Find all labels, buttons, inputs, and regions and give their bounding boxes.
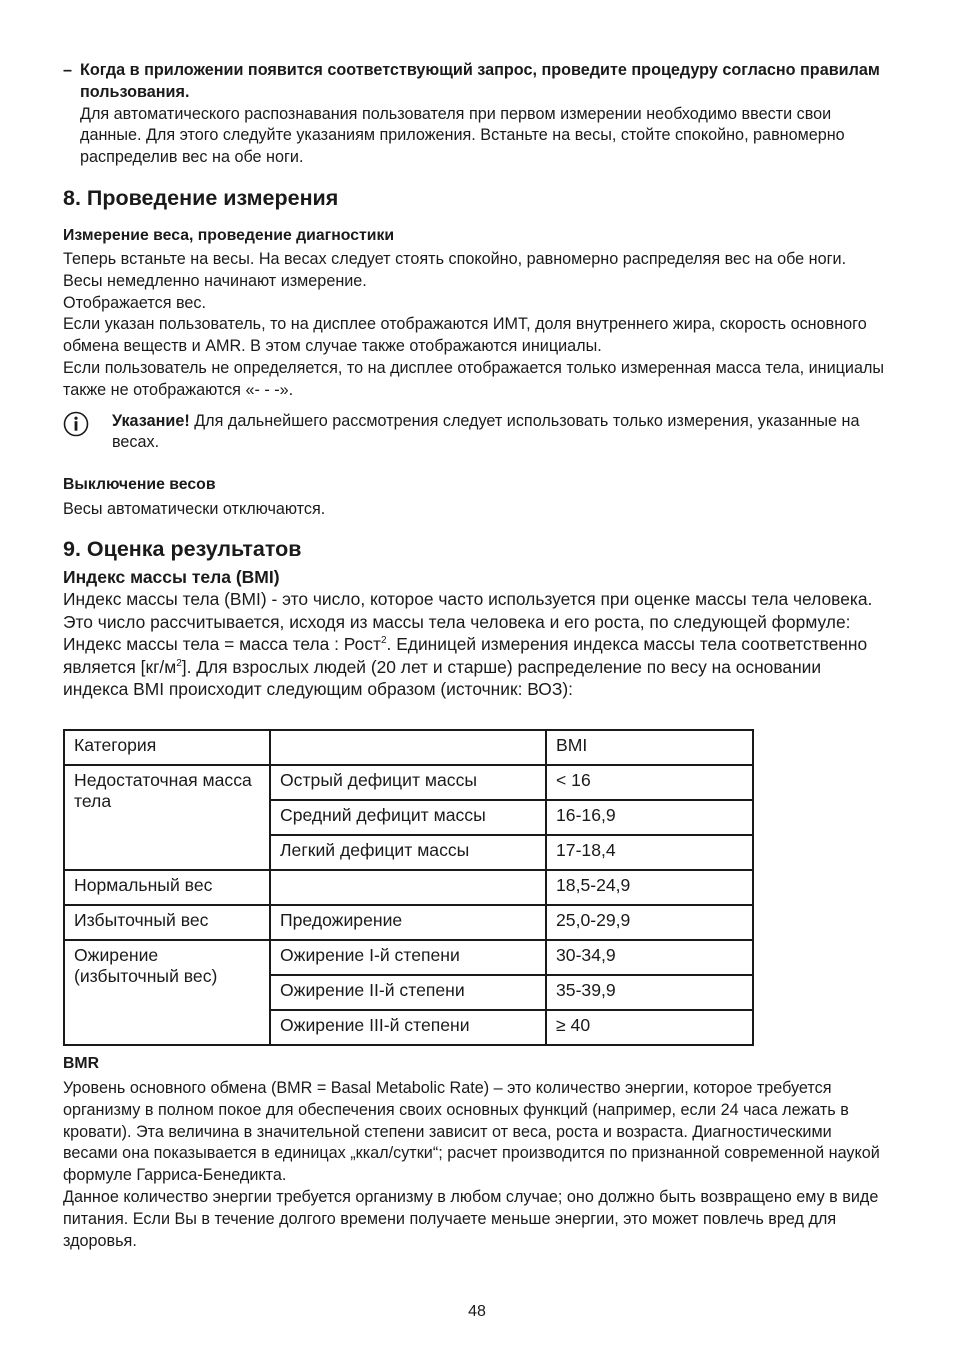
table-cell-bmi: < 16: [546, 765, 753, 800]
header-category: Категория: [64, 730, 270, 765]
note-text: [112, 411, 889, 455]
header-bmi: BMI: [546, 730, 753, 765]
overweight-category: Избыточный вес: [64, 905, 270, 940]
table-row: [64, 905, 753, 940]
bmi-subtitle: Индекс массы тела (BMI): [63, 566, 280, 587]
table-row: [64, 765, 753, 800]
note-body: Для дальнейшего рассмотрения следует использовать только измерения, указанные на весах.: [112, 411, 860, 452]
section-8-p3: Если указан пользователь, то на дисплее отображаются ИМТ, доля внутреннего жира, скорость основного обмена веществ и AMR. В этом случае также отображаются инициалы.: [63, 315, 867, 356]
section-8-p2: Отображается вес.: [63, 293, 206, 312]
table-cell-bmi: 18,5-24,9: [546, 870, 753, 905]
table-cell-bmi: ≥ 40: [546, 1010, 753, 1045]
page-content: [63, 60, 889, 1252]
table-cell-sub: Ожирение II-й степени: [270, 975, 546, 1010]
note-label: Указание!: [112, 411, 190, 430]
table-row: [64, 940, 753, 975]
table-cell-sub: [270, 870, 546, 905]
table-cell-sub: Ожирение III-й степени: [270, 1010, 546, 1045]
table-cell-bmi: 25,0-29,9: [546, 905, 753, 940]
table-cell-bmi: 16-16,9: [546, 800, 753, 835]
section-8-p5: Весы автоматически отключаются.: [63, 500, 326, 519]
page-number: 48: [468, 1303, 486, 1320]
table-cell-sub: Средний дефицит массы: [270, 800, 546, 835]
intro-bullet-bold: Когда в приложении появится соответствующий запрос, проведите процедуру согласно правилам пользования.: [80, 61, 880, 101]
section-9-title: 9. Оценка результатов: [63, 536, 302, 561]
table-row: [64, 870, 753, 905]
intro-bullet-text: Для автоматического распознавания пользователя при первом измерении необходимо ввести свои данные. Для этого следуйте указаниям приложения. Встаньте на весы, стойте спокойно, равномерно распределив вес на обе ноги.: [80, 104, 845, 167]
section-8-title: 8. Проведение измерения: [63, 185, 339, 210]
bullet-dash: –: [63, 61, 73, 79]
table-header-row: [64, 730, 753, 765]
section-8-p1: Теперь встаньте на весы. На весах следует стоять спокойно, равномерно распределяя вес на обе ноги. Весы немедленно начинают измерение.: [63, 249, 847, 290]
bmr-p1: Уровень основного обмена (BMR = Basal Metabolic Rate) – это количество энергии, которое требуется организму в полном покое для обеспечения своих основных функций (например, если 24 часа лежать в кровати). Эта величина в значительной степени зависит от веса, роста и возраста. Диагностическими весами она показывается в единицах „ккал/сутки“; расчет производится по признанной современной наукой формуле Гарриса-Бенедикта.: [63, 1078, 880, 1185]
table-cell-bmi: 17-18,4: [546, 835, 753, 870]
table-cell-sub: Предожирение: [270, 905, 546, 940]
section-8-p4: Если пользователь не определяется, то на дисплее отображается только измеренная масса тела, инициалы также не отображаются «- - -».: [63, 358, 885, 399]
table-cell-bmi: 35-39,9: [546, 975, 753, 1010]
bmi-table: [63, 729, 754, 1046]
normal-category: Нормальный вес: [64, 870, 270, 905]
bmr-p2: Данное количество энергии требуется организму в любом случае; оно должно быть возвращено ему в виде питания. Если Вы в течение долгого времени получаете меньше энергии, это может повлечь вред для здоровья.: [63, 1187, 879, 1250]
note-block: [63, 411, 889, 455]
header-subcategory: [270, 730, 546, 765]
intro-bullet: [63, 60, 889, 169]
table-cell-sub: Острый дефицит массы: [270, 765, 546, 800]
table-cell-sub: Легкий дефицит массы: [270, 835, 546, 870]
underweight-category: Недостаточная масса тела: [64, 765, 270, 870]
bmr-subtitle: BMR: [63, 1054, 99, 1072]
table-cell-bmi: 30-34,9: [546, 940, 753, 975]
table-cell-sub: Ожирение I-й степени: [270, 940, 546, 975]
bmi-paragraph: Индекс массы тела (BMI) - это число, которое часто используется при оценке массы тела человека. Это число рассчитывается, исходя из массы тела человека и его роста, по следующей формуле: Индекс массы тела = масса тела : Рост$^2$. Единицей измерения индекса массы тела соответственно является $[кг/м^2]$. Для взрослых людей (20 лет и старше) распределение по весу на основании индекса BMI происходит следующим образом (источник: ВОЗ):: [63, 588, 873, 700]
switch-off-subtitle: Выключение весов: [63, 476, 216, 494]
info-icon: [63, 411, 89, 437]
obesity-category: Ожирение (избыточный вес): [64, 940, 270, 1045]
measurement-subtitle: Измерение веса, проведение диагностики: [63, 226, 395, 244]
